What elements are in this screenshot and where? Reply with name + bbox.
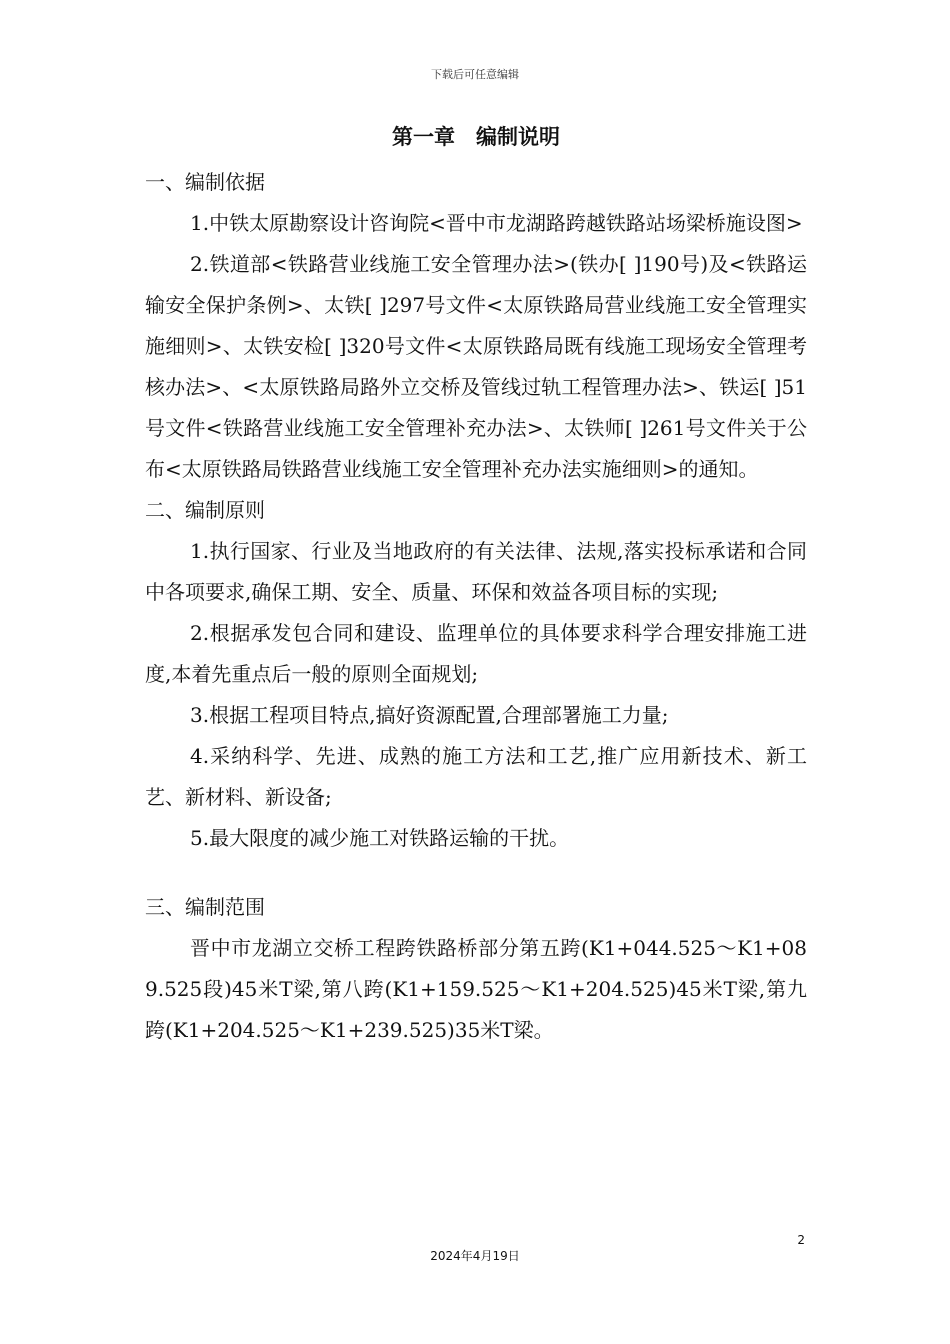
paragraph: 5.最大限度的减少施工对铁路运输的干扰。 (190, 826, 570, 850)
section-heading: 三、编制范围 (145, 895, 265, 919)
section-scope (145, 887, 807, 1051)
paragraph: 1.执行国家、行业及当地政府的有关法律、法规,落实投标承诺和合同中各项要求,确保工期、安全、质量、环保和效益各项目标的实现; (145, 539, 807, 604)
paragraph: 3.根据工程项目特点,搞好资源配置,合理部署施工力量; (190, 703, 669, 727)
header-note: 下载后可任意编辑 (431, 68, 519, 81)
paragraph: 4.采纳科学、先进、成熟的施工方法和工艺,推广应用新技术、新工艺、新材料、新设备; (145, 744, 807, 809)
section-basis (145, 162, 807, 490)
section-heading: 一、编制依据 (145, 170, 265, 194)
section-principles (145, 490, 807, 859)
document-body (145, 118, 807, 1051)
page-number: 2 (797, 1233, 805, 1247)
paragraph: 1.中铁太原勘察设计咨询院<晋中市龙湖路跨越铁路站场梁桥施设图> (190, 211, 803, 235)
paragraph: 晋中市龙湖立交桥工程跨铁路桥部分第五跨(K1+044.525～K1+089.525段)45米T梁,第八跨(K1+159.525～K1+204.525)45米T梁,第九跨(K1+204.525～K1+239.525)35米T梁。 (145, 936, 807, 1042)
chapter-title: 第一章 编制说明 (392, 124, 560, 149)
paragraph: 2.根据承发包合同和建设、监理单位的具体要求科学合理安排施工进度,本着先重点后一般的原则全面规划; (145, 621, 807, 686)
paragraph: 2.铁道部<铁路营业线施工安全管理办法>(铁办[ ]190号)及<铁路运输安全保护条例>、太铁[ ]297号文件<太原铁路局营业线施工安全管理实施细则>、太铁安检[ ]320号文件<太原铁路局既有线施工现场安全管理考核办法>、<太原铁路局路外立交桥及管线过轨工程管理办法>、铁运[ ]51号文件<铁路营业线施工安全管理补充办法>、太铁师[ ]261号文件关于公布<太原铁路局铁路营业线施工安全管理补充办法实施细则>的通知。 (145, 252, 807, 481)
section-heading: 二、编制原则 (145, 498, 265, 522)
footer-date: 2024年4月19日 (430, 1249, 520, 1263)
section-gap (145, 859, 807, 887)
